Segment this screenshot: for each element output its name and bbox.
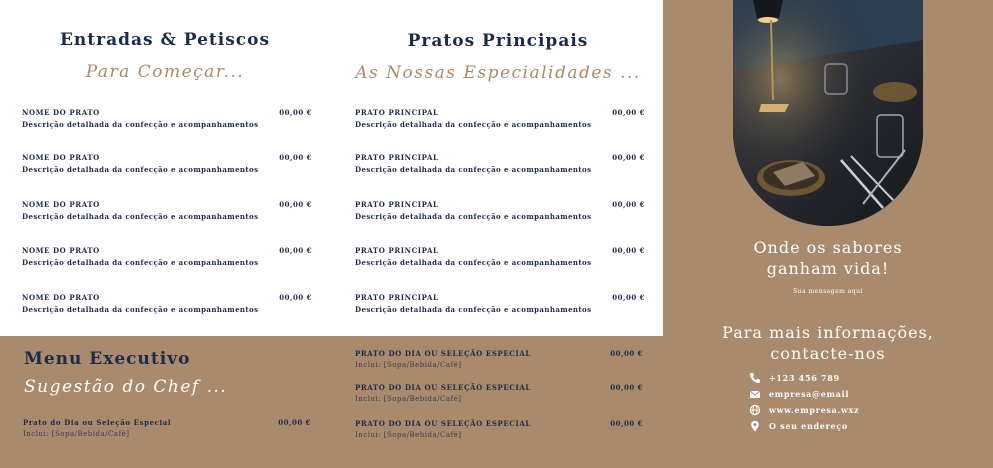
info-line-1: Para mais informações,	[722, 323, 934, 342]
executive-item	[23, 418, 311, 442]
item-name: NOME DO PRATO	[22, 246, 100, 255]
item-name: PRATO PRINCIPAL	[355, 293, 439, 302]
item-name: NOME DO PRATO	[22, 153, 100, 162]
tagline-line-1: Onde os sabores	[753, 238, 903, 257]
message-text: Sua mensagem aqui	[793, 288, 863, 295]
item-price: 00,00 €	[610, 349, 643, 358]
item-description: Inclui: [Sopa/Bebida/Café]	[23, 430, 130, 438]
menu-item	[355, 246, 645, 276]
starters-title: Entradas & Petiscos	[59, 30, 271, 50]
item-name: PRATO PRINCIPAL	[355, 246, 439, 255]
tagline-line-2: ganham vida!	[766, 259, 890, 278]
item-price: 00,00 €	[612, 246, 645, 255]
item-description: Descrição detalhada da confecção e acompanhamentos	[355, 212, 592, 221]
starters-subtitle: Para Começar...	[85, 62, 245, 82]
item-price: 00,00 €	[279, 200, 312, 209]
item-description: Descrição detalhada da confecção e acompanhamentos	[22, 258, 259, 267]
contact-text: +123 456 789	[769, 373, 840, 383]
item-price: 00,00 €	[612, 153, 645, 162]
item-price: 00,00 €	[279, 153, 312, 162]
contact-text: www.empresa.wxz	[769, 405, 860, 415]
contact-text: empresa@email	[769, 389, 850, 399]
item-description: Inclui: [Sopa/Bebida/Café]	[355, 361, 462, 369]
mail-icon	[749, 388, 761, 400]
menu-item	[355, 293, 645, 323]
executive-subtitle: Sugestão do Chef ...	[24, 377, 228, 397]
menu-item	[22, 108, 312, 138]
menu-item	[355, 108, 645, 138]
menu-item	[22, 246, 312, 276]
item-price: 00,00 €	[612, 108, 645, 117]
item-price: 00,00 €	[612, 200, 645, 209]
item-name: NOME DO PRATO	[22, 200, 100, 209]
item-description: Descrição detalhada da confecção e acompanhamentos	[22, 305, 259, 314]
restaurant-table-illustration	[733, 0, 923, 226]
globe-icon	[749, 404, 761, 416]
info-heading	[693, 322, 963, 364]
item-name: PRATO DO DIA OU SELEÇÃO ESPECIAL	[355, 349, 531, 358]
phone-icon	[749, 372, 761, 384]
item-name: NOME DO PRATO	[22, 293, 100, 302]
mains-subtitle: As Nossas Especialidades ...	[355, 63, 641, 83]
item-description: Descrição detalhada da confecção e acompanhamentos	[22, 165, 259, 174]
mains-title: Pratos Principais	[407, 31, 589, 51]
item-price: 00,00 €	[610, 419, 643, 428]
item-description: Descrição detalhada da confecção e acompanhamentos	[22, 212, 259, 221]
restaurant-photo	[733, 0, 923, 226]
item-name: PRATO PRINCIPAL	[355, 200, 439, 209]
item-price: 00,00 €	[612, 293, 645, 302]
item-price: 00,00 €	[279, 108, 312, 117]
item-description: Descrição detalhada da confecção e acompanhamentos	[355, 305, 592, 314]
item-name: PRATO PRINCIPAL	[355, 153, 439, 162]
item-name: Prato do Dia ou Seleção Especial	[23, 418, 172, 427]
location-pin-icon	[749, 420, 761, 432]
item-price: 00,00 €	[278, 418, 311, 427]
item-name: PRATO DO DIA OU SELEÇÃO ESPECIAL	[355, 383, 531, 392]
item-description: Descrição detalhada da confecção e acompanhamentos	[355, 165, 592, 174]
item-name: PRATO PRINCIPAL	[355, 108, 439, 117]
item-description: Descrição detalhada da confecção e acompanhamentos	[355, 120, 592, 129]
item-price: 00,00 €	[279, 293, 312, 302]
menu-item	[355, 200, 645, 230]
menu-item	[22, 153, 312, 183]
item-description: Inclui: [Sopa/Bebida/Café]	[355, 395, 462, 403]
item-description: Descrição detalhada da confecção e acompanhamentos	[22, 120, 259, 129]
tagline	[693, 237, 963, 279]
item-name: PRATO DO DIA OU SELEÇÃO ESPECIAL	[355, 419, 531, 428]
item-name: NOME DO PRATO	[22, 108, 100, 117]
contact-text: O seu endereço	[769, 421, 848, 431]
item-description: Descrição detalhada da confecção e acompanhamentos	[355, 258, 592, 267]
special-item	[355, 349, 643, 373]
menu-item	[22, 293, 312, 323]
special-item	[355, 419, 643, 443]
item-description: Inclui: [Sopa/Bebida/Café]	[355, 431, 462, 439]
info-line-2: contacte-nos	[770, 344, 886, 363]
executive-title: Menu Executivo	[24, 349, 191, 369]
menu-item	[22, 200, 312, 230]
item-price: 00,00 €	[279, 246, 312, 255]
menu-item	[355, 153, 645, 183]
item-price: 00,00 €	[610, 383, 643, 392]
special-item	[355, 383, 643, 407]
